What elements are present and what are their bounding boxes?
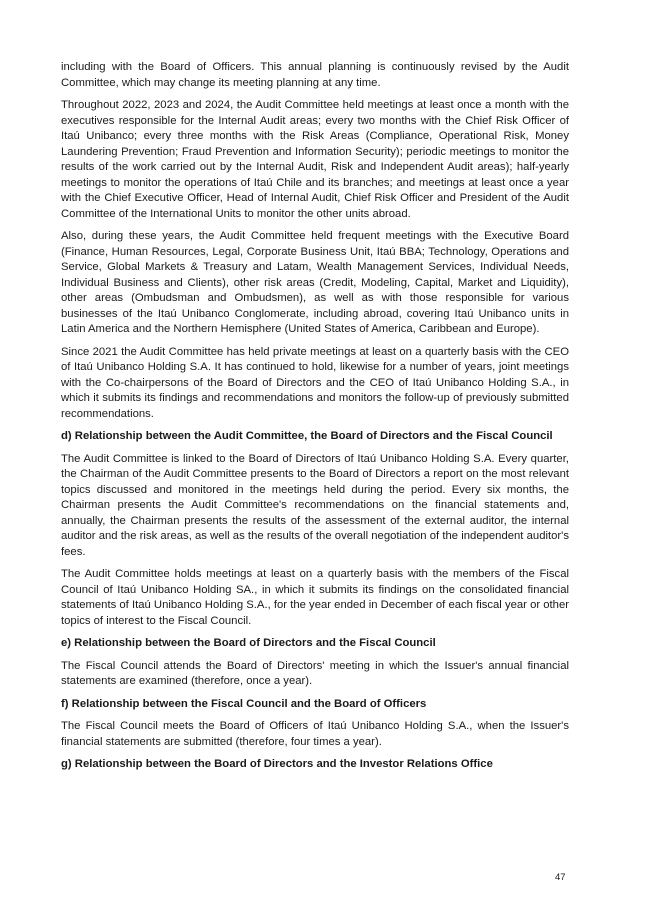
page-number: 47 (555, 872, 566, 883)
paragraph-audit-committee-link: The Audit Committee is linked to the Board of Directors of Itaú Unibanco Holding S.A. Every quarter, the Chairman of the Audit Committee presents to the Board of Directors a report on the most relevant topics discussed and monitored in the meetings held during the period. Every six months, the Chairman presents the Audit Committee's recommendations on the financial statements and, annually, the Chairman presents the results of the assessment of the external auditor, the internal auditor and the risk areas, as well as the results of the overall negotiation of the independent auditor's fees. (61, 452, 569, 558)
heading-section-d: d) Relationship between the Audit Committee, the Board of Directors and the Fiscal Council (61, 430, 553, 442)
heading-section-f: f) Relationship between the Fiscal Council and the Board of Officers (61, 697, 427, 710)
paragraph-executive-board-meetings: Also, during these years, the Audit Committee held frequent meetings with the Executive Board (Finance, Human Resources, Legal, Corporate Business Unit, Itaú BBA; Technology, Operations and Service, Global Markets & Treasury and Latam, Wealth Management Services, Individual Needs, Individual Business and Clients), other risk areas (Credit, Modeling, Capital, Market and Liquidity), other areas (Ombudsman and Ombudsmen), as well as with those responsible for various businesses of the Itaú Unibanco Conglomerate, including abroad, covering Itaú Unibanco units in Latin America and the Northern Hemisphere (United States of America, Caribbean and Europe). (61, 230, 569, 335)
heading-section-e: e) Relationship between the Board of Directors and the Fiscal Council (61, 637, 436, 649)
paragraph-private-meetings: Since 2021 the Audit Committee has held private meetings at least on a quarterly basis with the CEO of Itaú Unibanco Holding S.A. It has continued to hold, likewise for a number of years, joint meetings with the Co-chairpersons of the Board of Directors and the CEO of Itaú Unibanco Holding S.A., in which it submits its findings and recommendations and monitors the follow-up of previously submitted recommendations. (61, 345, 569, 420)
heading-section-g: g) Relationship between the Board of Directors and the Investor Relations Office (61, 758, 493, 770)
paragraph-fiscal-council-attends: The Fiscal Council attends the Board of Directors' meeting in which the Issuer's annual financial statements are examined (therefore, once a year). (61, 659, 569, 687)
paragraph-fiscal-council-meetings: The Audit Committee holds meetings at least on a quarterly basis with the members of the Fiscal Council of Itaú Unibanco Holding SA., in which it submits its findings on the consolidated financial statements of Itaú Unibanco Holding S.A., for the year ended in December of each fiscal year or other topics of interest to the Fiscal Council. (61, 568, 570, 627)
paragraph-annual-planning: including with the Board of Officers. This annual planning is continuously revised by the Audit Committee, which may change its meeting planning at any time. (61, 61, 569, 89)
paragraph-meetings-schedule: Throughout 2022, 2023 and 2024, the Audit Committee held meetings at least once a month with the executives responsible for the Internal Audit areas; every two months with the Chief Risk Officer of Itaú Unibanco; every three months with the Risk Areas (Compliance, Operational Risk, Money Laundering Prevention; Fraud Prevention and Information Security); periodic meetings to monitor the results of the work carried out by the Internal Audit, Risk and Independent Audit areas); half-yearly meetings to monitor the operations of Itaú Chile and its branches; and meetings at least once a year with the Chief Executive Officer, Head of Internal Audit, Chief Risk Officer and President of the Audit Committee of the International Units to monitor the other units abroad. (61, 99, 569, 220)
document-page (61, 60, 569, 780)
paragraph-fiscal-council-officers: The Fiscal Council meets the Board of Officers of Itaú Unibanco Holding S.A., when the Issuer's financial statements are submitted (therefore, four times a year). (61, 720, 569, 748)
